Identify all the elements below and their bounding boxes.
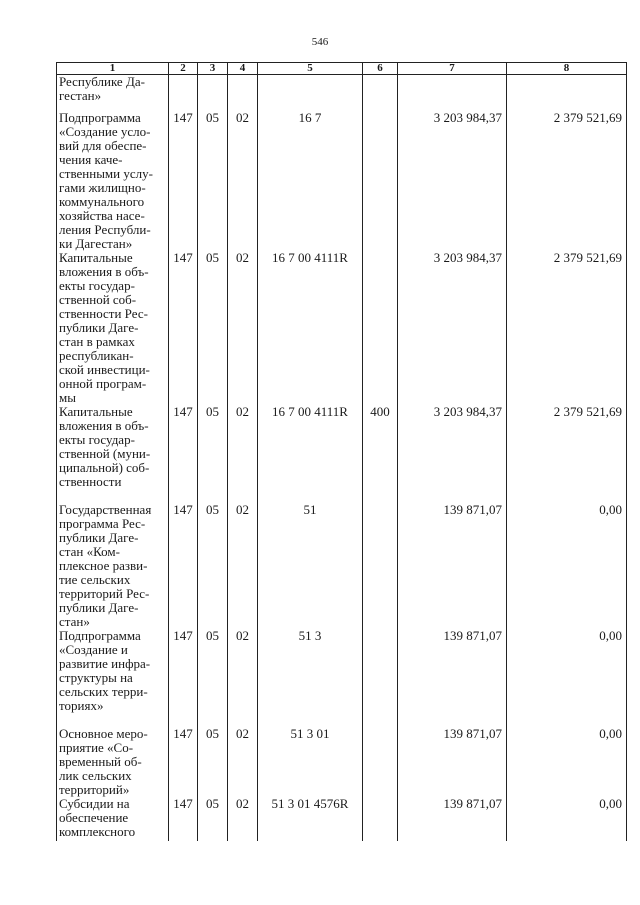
item-name-text: Государственная программа Рес- публики Даге- стан «Ком- плексное разви- тие сельских территорий Рес- публики Даге- стан» — [59, 502, 152, 629]
value-cell-c4: 02 — [228, 629, 258, 727]
value-cell-c3: 05 — [198, 727, 228, 797]
value-cell-c8 — [507, 75, 627, 112]
value-cell-c3 — [198, 75, 228, 112]
header-cell: 7 — [398, 63, 507, 75]
item-name-cell — [57, 111, 169, 251]
page-number: 546 — [311, 36, 329, 48]
value-cell-c2: 147 — [169, 111, 198, 251]
value-cell-c2: 147 — [169, 251, 198, 405]
value-cell-c6 — [363, 503, 398, 629]
value-cell-c3: 05 — [198, 111, 228, 251]
value-cell-c8: 2 379 521,69 — [507, 251, 627, 405]
value-cell-c6 — [363, 251, 398, 405]
value-cell-c7: 3 203 984,37 — [398, 251, 507, 405]
value-cell-c7 — [398, 75, 507, 112]
value-cell-c7: 139 871,07 — [398, 797, 507, 841]
header-cell: 4 — [228, 63, 258, 75]
value-cell-c3: 05 — [198, 629, 228, 727]
value-cell-c7: 3 203 984,37 — [398, 111, 507, 251]
value-cell-c3: 05 — [198, 405, 228, 503]
value-cell-c4 — [228, 75, 258, 112]
budget-table — [56, 62, 627, 841]
value-cell-c3: 05 — [198, 503, 228, 629]
value-cell-c7: 139 871,07 — [398, 629, 507, 727]
value-cell-c4: 02 — [228, 797, 258, 841]
item-name-text: Подпрограмма «Создание усло- вий для обеспе- чения каче- ственными услу- гами жилищно- коммунального хозяйства насе- ления Республи- ки Дагестан» — [59, 110, 153, 251]
value-cell-c5: 51 3 01 — [258, 727, 363, 797]
value-cell-c2 — [169, 75, 198, 112]
table-row — [57, 797, 627, 841]
item-name-text: Основное меро- приятие «Со- временный об- лик сельских территорий» — [59, 726, 148, 797]
item-name-text: Субсидии на обеспечение комплексного — [59, 796, 136, 839]
value-cell-c6 — [363, 629, 398, 727]
value-cell-c8: 0,00 — [507, 503, 627, 629]
item-name-cell — [57, 251, 169, 405]
item-name-cell — [57, 797, 169, 841]
value-cell-c5 — [258, 75, 363, 112]
value-cell-c5: 16 7 00 4111R — [258, 251, 363, 405]
value-cell-c6: 400 — [363, 405, 398, 503]
value-cell-c5: 51 3 — [258, 629, 363, 727]
item-name-cell — [57, 503, 169, 629]
header-cell: 8 — [507, 63, 627, 75]
item-name-text: Капитальные вложения в объ- екты государ- ственной (муни- ципальной) соб- ственности — [59, 404, 151, 489]
table-row — [57, 251, 627, 405]
table-row — [57, 405, 627, 503]
value-cell-c2: 147 — [169, 727, 198, 797]
value-cell-c6 — [363, 727, 398, 797]
value-cell-c7: 139 871,07 — [398, 503, 507, 629]
value-cell-c5: 51 — [258, 503, 363, 629]
value-cell-c7: 3 203 984,37 — [398, 405, 507, 503]
value-cell-c6 — [363, 797, 398, 841]
header-cell: 6 — [363, 63, 398, 75]
table-body — [57, 75, 627, 842]
item-name-text: Республике Да- гестан» — [59, 74, 145, 103]
value-cell-c5: 16 7 00 4111R — [258, 405, 363, 503]
value-cell-c8: 2 379 521,69 — [507, 111, 627, 251]
value-cell-c2: 147 — [169, 629, 198, 727]
value-cell-c6 — [363, 111, 398, 251]
header-cell: 5 — [258, 63, 363, 75]
value-cell-c8: 2 379 521,69 — [507, 405, 627, 503]
header-cell: 3 — [198, 63, 228, 75]
value-cell-c3: 05 — [198, 251, 228, 405]
item-name-cell — [57, 629, 169, 727]
value-cell-c4: 02 — [228, 405, 258, 503]
value-cell-c2: 147 — [169, 503, 198, 629]
header-row — [57, 63, 627, 75]
item-name-cell — [57, 405, 169, 503]
value-cell-c8: 0,00 — [507, 797, 627, 841]
table-row — [57, 503, 627, 629]
value-cell-c2: 147 — [169, 797, 198, 841]
table-row — [57, 75, 627, 112]
table-row — [57, 111, 627, 251]
item-name-cell — [57, 727, 169, 797]
value-cell-c7: 139 871,07 — [398, 727, 507, 797]
value-cell-c5: 16 7 — [258, 111, 363, 251]
value-cell-c4: 02 — [228, 111, 258, 251]
item-name-cell — [57, 75, 169, 112]
value-cell-c3: 05 — [198, 797, 228, 841]
item-name-text: Капитальные вложения в объ- екты государ- ственной соб- ственности Рес- публики Даге- стан в рамках республикан- ской инвестици- онной програм- мы — [59, 250, 150, 405]
value-cell-c8: 0,00 — [507, 727, 627, 797]
header-cell: 2 — [169, 63, 198, 75]
value-cell-c8: 0,00 — [507, 629, 627, 727]
table-row — [57, 629, 627, 727]
value-cell-c5: 51 3 01 4576R — [258, 797, 363, 841]
value-cell-c6 — [363, 75, 398, 112]
value-cell-c4: 02 — [228, 251, 258, 405]
value-cell-c2: 147 — [169, 405, 198, 503]
item-name-text: Подпрограмма «Создание и развитие инфра- структуры на сельских терри- ториях» — [59, 628, 151, 713]
value-cell-c4: 02 — [228, 727, 258, 797]
table-row — [57, 727, 627, 797]
value-cell-c4: 02 — [228, 503, 258, 629]
header-cell: 1 — [57, 63, 169, 75]
